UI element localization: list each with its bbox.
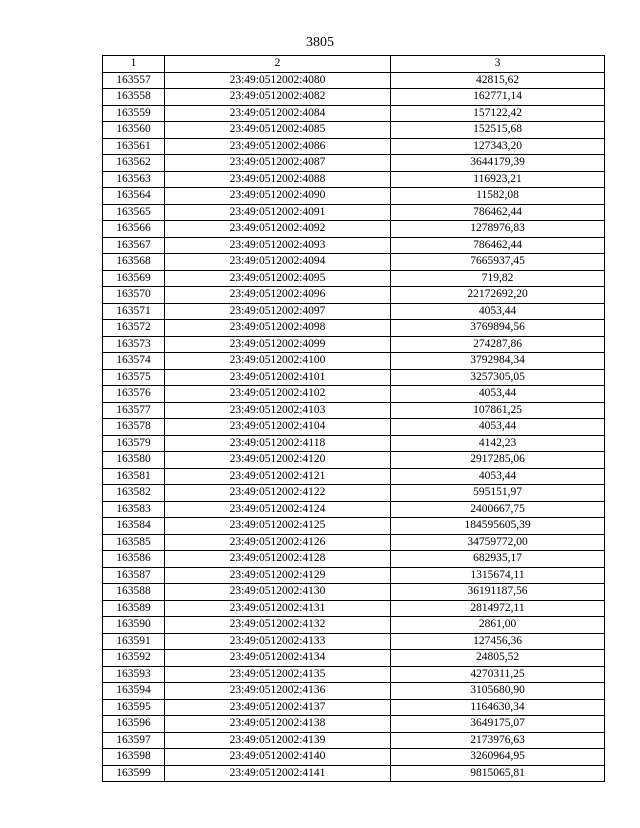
table-row (103, 353, 605, 370)
table-row (103, 155, 605, 172)
row-number-cell: 163581 (103, 468, 165, 485)
table-row (103, 666, 605, 683)
row-number-cell: 163576 (103, 386, 165, 403)
table-row (103, 732, 605, 749)
cadastral-number-cell: 23:49:0512002:4135 (165, 666, 391, 683)
row-number-cell: 163586 (103, 551, 165, 568)
value-cell: 152515,68 (391, 122, 605, 139)
cadastral-number-cell: 23:49:0512002:4099 (165, 336, 391, 353)
row-number-cell: 163594 (103, 683, 165, 700)
value-cell: 42815,62 (391, 72, 605, 89)
value-cell: 3769894,56 (391, 320, 605, 337)
table-row (103, 419, 605, 436)
data-table (102, 55, 605, 782)
cadastral-number-cell: 23:49:0512002:4124 (165, 501, 391, 518)
row-number-cell: 163575 (103, 369, 165, 386)
row-number-cell: 163559 (103, 105, 165, 122)
cadastral-number-cell: 23:49:0512002:4093 (165, 237, 391, 254)
cadastral-number-cell: 23:49:0512002:4103 (165, 402, 391, 419)
row-number-cell: 163579 (103, 435, 165, 452)
value-cell: 157122,42 (391, 105, 605, 122)
row-number-cell: 163567 (103, 237, 165, 254)
row-number-cell: 163583 (103, 501, 165, 518)
cadastral-number-cell: 23:49:0512002:4140 (165, 749, 391, 766)
row-number-cell: 163558 (103, 89, 165, 106)
cadastral-number-cell: 23:49:0512002:4091 (165, 204, 391, 221)
cadastral-number-cell: 23:49:0512002:4139 (165, 732, 391, 749)
table-row (103, 336, 605, 353)
cadastral-number-cell: 23:49:0512002:4133 (165, 633, 391, 650)
table-row (103, 683, 605, 700)
row-number-cell: 163574 (103, 353, 165, 370)
value-cell: 2861,00 (391, 617, 605, 634)
table-row (103, 171, 605, 188)
row-number-cell: 163593 (103, 666, 165, 683)
row-number-cell: 163578 (103, 419, 165, 436)
value-cell: 274287,86 (391, 336, 605, 353)
value-cell: 1278976,83 (391, 221, 605, 238)
value-cell: 116923,21 (391, 171, 605, 188)
row-number-cell: 163561 (103, 138, 165, 155)
page-number: 3805 (306, 35, 334, 50)
cadastral-number-cell: 23:49:0512002:4121 (165, 468, 391, 485)
cadastral-number-cell: 23:49:0512002:4082 (165, 89, 391, 106)
row-number-cell: 163587 (103, 567, 165, 584)
cadastral-number-cell: 23:49:0512002:4090 (165, 188, 391, 205)
table-row (103, 287, 605, 304)
table-row (103, 633, 605, 650)
row-number-cell: 163589 (103, 600, 165, 617)
table-row (103, 584, 605, 601)
table-row (103, 452, 605, 469)
row-number-cell: 163592 (103, 650, 165, 667)
row-number-cell: 163564 (103, 188, 165, 205)
table-row (103, 270, 605, 287)
cadastral-number-cell: 23:49:0512002:4086 (165, 138, 391, 155)
value-cell: 107861,25 (391, 402, 605, 419)
value-cell: 24805,52 (391, 650, 605, 667)
value-cell: 786462,44 (391, 204, 605, 221)
column-header-1: 1 (103, 56, 165, 73)
table-row (103, 617, 605, 634)
cadastral-number-cell: 23:49:0512002:4125 (165, 518, 391, 535)
value-cell: 2400667,75 (391, 501, 605, 518)
row-number-cell: 163577 (103, 402, 165, 419)
table-row (103, 221, 605, 238)
table-row (103, 534, 605, 551)
cadastral-number-cell: 23:49:0512002:4080 (165, 72, 391, 89)
cadastral-number-cell: 23:49:0512002:4087 (165, 155, 391, 172)
table-row (103, 468, 605, 485)
row-number-cell: 163597 (103, 732, 165, 749)
value-cell: 2814972,11 (391, 600, 605, 617)
table-row (103, 122, 605, 139)
cadastral-number-cell: 23:49:0512002:4126 (165, 534, 391, 551)
cadastral-number-cell: 23:49:0512002:4084 (165, 105, 391, 122)
cadastral-number-cell: 23:49:0512002:4088 (165, 171, 391, 188)
table-row (103, 551, 605, 568)
cadastral-number-cell: 23:49:0512002:4134 (165, 650, 391, 667)
row-number-cell: 163566 (103, 221, 165, 238)
value-cell: 36191187,56 (391, 584, 605, 601)
table-row (103, 105, 605, 122)
value-cell: 3792984,34 (391, 353, 605, 370)
table-row (103, 204, 605, 221)
row-number-cell: 163595 (103, 699, 165, 716)
value-cell: 3649175,07 (391, 716, 605, 733)
cadastral-number-cell: 23:49:0512002:4128 (165, 551, 391, 568)
row-number-cell: 163568 (103, 254, 165, 271)
value-cell: 1164630,34 (391, 699, 605, 716)
cadastral-number-cell: 23:49:0512002:4104 (165, 419, 391, 436)
cadastral-number-cell: 23:49:0512002:4094 (165, 254, 391, 271)
cadastral-number-cell: 23:49:0512002:4137 (165, 699, 391, 716)
value-cell: 184595605,39 (391, 518, 605, 535)
value-cell: 3257305,05 (391, 369, 605, 386)
cadastral-number-cell: 23:49:0512002:4098 (165, 320, 391, 337)
table-row (103, 699, 605, 716)
table-row (103, 501, 605, 518)
table-row (103, 567, 605, 584)
table-row (103, 749, 605, 766)
table-body (103, 72, 605, 782)
row-number-cell: 163580 (103, 452, 165, 469)
cadastral-number-cell: 23:49:0512002:4100 (165, 353, 391, 370)
cadastral-number-cell: 23:49:0512002:4102 (165, 386, 391, 403)
row-number-cell: 163565 (103, 204, 165, 221)
row-number-cell: 163596 (103, 716, 165, 733)
value-cell: 127343,20 (391, 138, 605, 155)
table-row (103, 138, 605, 155)
value-cell: 2173976,63 (391, 732, 605, 749)
cadastral-number-cell: 23:49:0512002:4131 (165, 600, 391, 617)
row-number-cell: 163562 (103, 155, 165, 172)
table-row (103, 716, 605, 733)
cadastral-number-cell: 23:49:0512002:4138 (165, 716, 391, 733)
cadastral-number-cell: 23:49:0512002:4095 (165, 270, 391, 287)
table-row (103, 89, 605, 106)
table-row (103, 188, 605, 205)
value-cell: 4270311,25 (391, 666, 605, 683)
value-cell: 11582,08 (391, 188, 605, 205)
value-cell: 4053,44 (391, 468, 605, 485)
value-cell: 2917285,06 (391, 452, 605, 469)
value-cell: 4142,23 (391, 435, 605, 452)
table-row (103, 485, 605, 502)
value-cell: 786462,44 (391, 237, 605, 254)
row-number-cell: 163573 (103, 336, 165, 353)
row-number-cell: 163591 (103, 633, 165, 650)
row-number-cell: 163557 (103, 72, 165, 89)
cadastral-number-cell: 23:49:0512002:4096 (165, 287, 391, 304)
value-cell: 682935,17 (391, 551, 605, 568)
table-row (103, 237, 605, 254)
row-number-cell: 163560 (103, 122, 165, 139)
value-cell: 9815065,81 (391, 765, 605, 782)
table-row (103, 402, 605, 419)
table-row (103, 254, 605, 271)
cadastral-number-cell: 23:49:0512002:4130 (165, 584, 391, 601)
value-cell: 7665937,45 (391, 254, 605, 271)
cadastral-number-cell: 23:49:0512002:4097 (165, 303, 391, 320)
row-number-cell: 163570 (103, 287, 165, 304)
value-cell: 719,82 (391, 270, 605, 287)
row-number-cell: 163572 (103, 320, 165, 337)
column-header-2: 2 (165, 56, 391, 73)
row-number-cell: 163563 (103, 171, 165, 188)
table-row (103, 600, 605, 617)
table-header-row (103, 56, 605, 73)
table-row (103, 72, 605, 89)
value-cell: 127456,36 (391, 633, 605, 650)
table-row (103, 320, 605, 337)
cadastral-number-cell: 23:49:0512002:4132 (165, 617, 391, 634)
cadastral-number-cell: 23:49:0512002:4136 (165, 683, 391, 700)
value-cell: 4053,44 (391, 419, 605, 436)
row-number-cell: 163588 (103, 584, 165, 601)
row-number-cell: 163571 (103, 303, 165, 320)
value-cell: 34759772,00 (391, 534, 605, 551)
table-row (103, 765, 605, 782)
value-cell: 1315674,11 (391, 567, 605, 584)
table-row (103, 369, 605, 386)
cadastral-number-cell: 23:49:0512002:4085 (165, 122, 391, 139)
cadastral-number-cell: 23:49:0512002:4129 (165, 567, 391, 584)
value-cell: 3260964,95 (391, 749, 605, 766)
cadastral-number-cell: 23:49:0512002:4101 (165, 369, 391, 386)
table-row (103, 518, 605, 535)
table-row (103, 303, 605, 320)
row-number-cell: 163582 (103, 485, 165, 502)
value-cell: 3644179,39 (391, 155, 605, 172)
table-row (103, 386, 605, 403)
cadastral-number-cell: 23:49:0512002:4122 (165, 485, 391, 502)
value-cell: 4053,44 (391, 303, 605, 320)
cadastral-number-cell: 23:49:0512002:4118 (165, 435, 391, 452)
value-cell: 22172692,20 (391, 287, 605, 304)
table-row (103, 435, 605, 452)
row-number-cell: 163584 (103, 518, 165, 535)
row-number-cell: 163585 (103, 534, 165, 551)
row-number-cell: 163590 (103, 617, 165, 634)
column-header-3: 3 (391, 56, 605, 73)
value-cell: 595151,97 (391, 485, 605, 502)
row-number-cell: 163599 (103, 765, 165, 782)
value-cell: 162771,14 (391, 89, 605, 106)
value-cell: 3105680,90 (391, 683, 605, 700)
cadastral-number-cell: 23:49:0512002:4092 (165, 221, 391, 238)
value-cell: 4053,44 (391, 386, 605, 403)
table-row (103, 650, 605, 667)
row-number-cell: 163598 (103, 749, 165, 766)
row-number-cell: 163569 (103, 270, 165, 287)
cadastral-number-cell: 23:49:0512002:4120 (165, 452, 391, 469)
cadastral-number-cell: 23:49:0512002:4141 (165, 765, 391, 782)
